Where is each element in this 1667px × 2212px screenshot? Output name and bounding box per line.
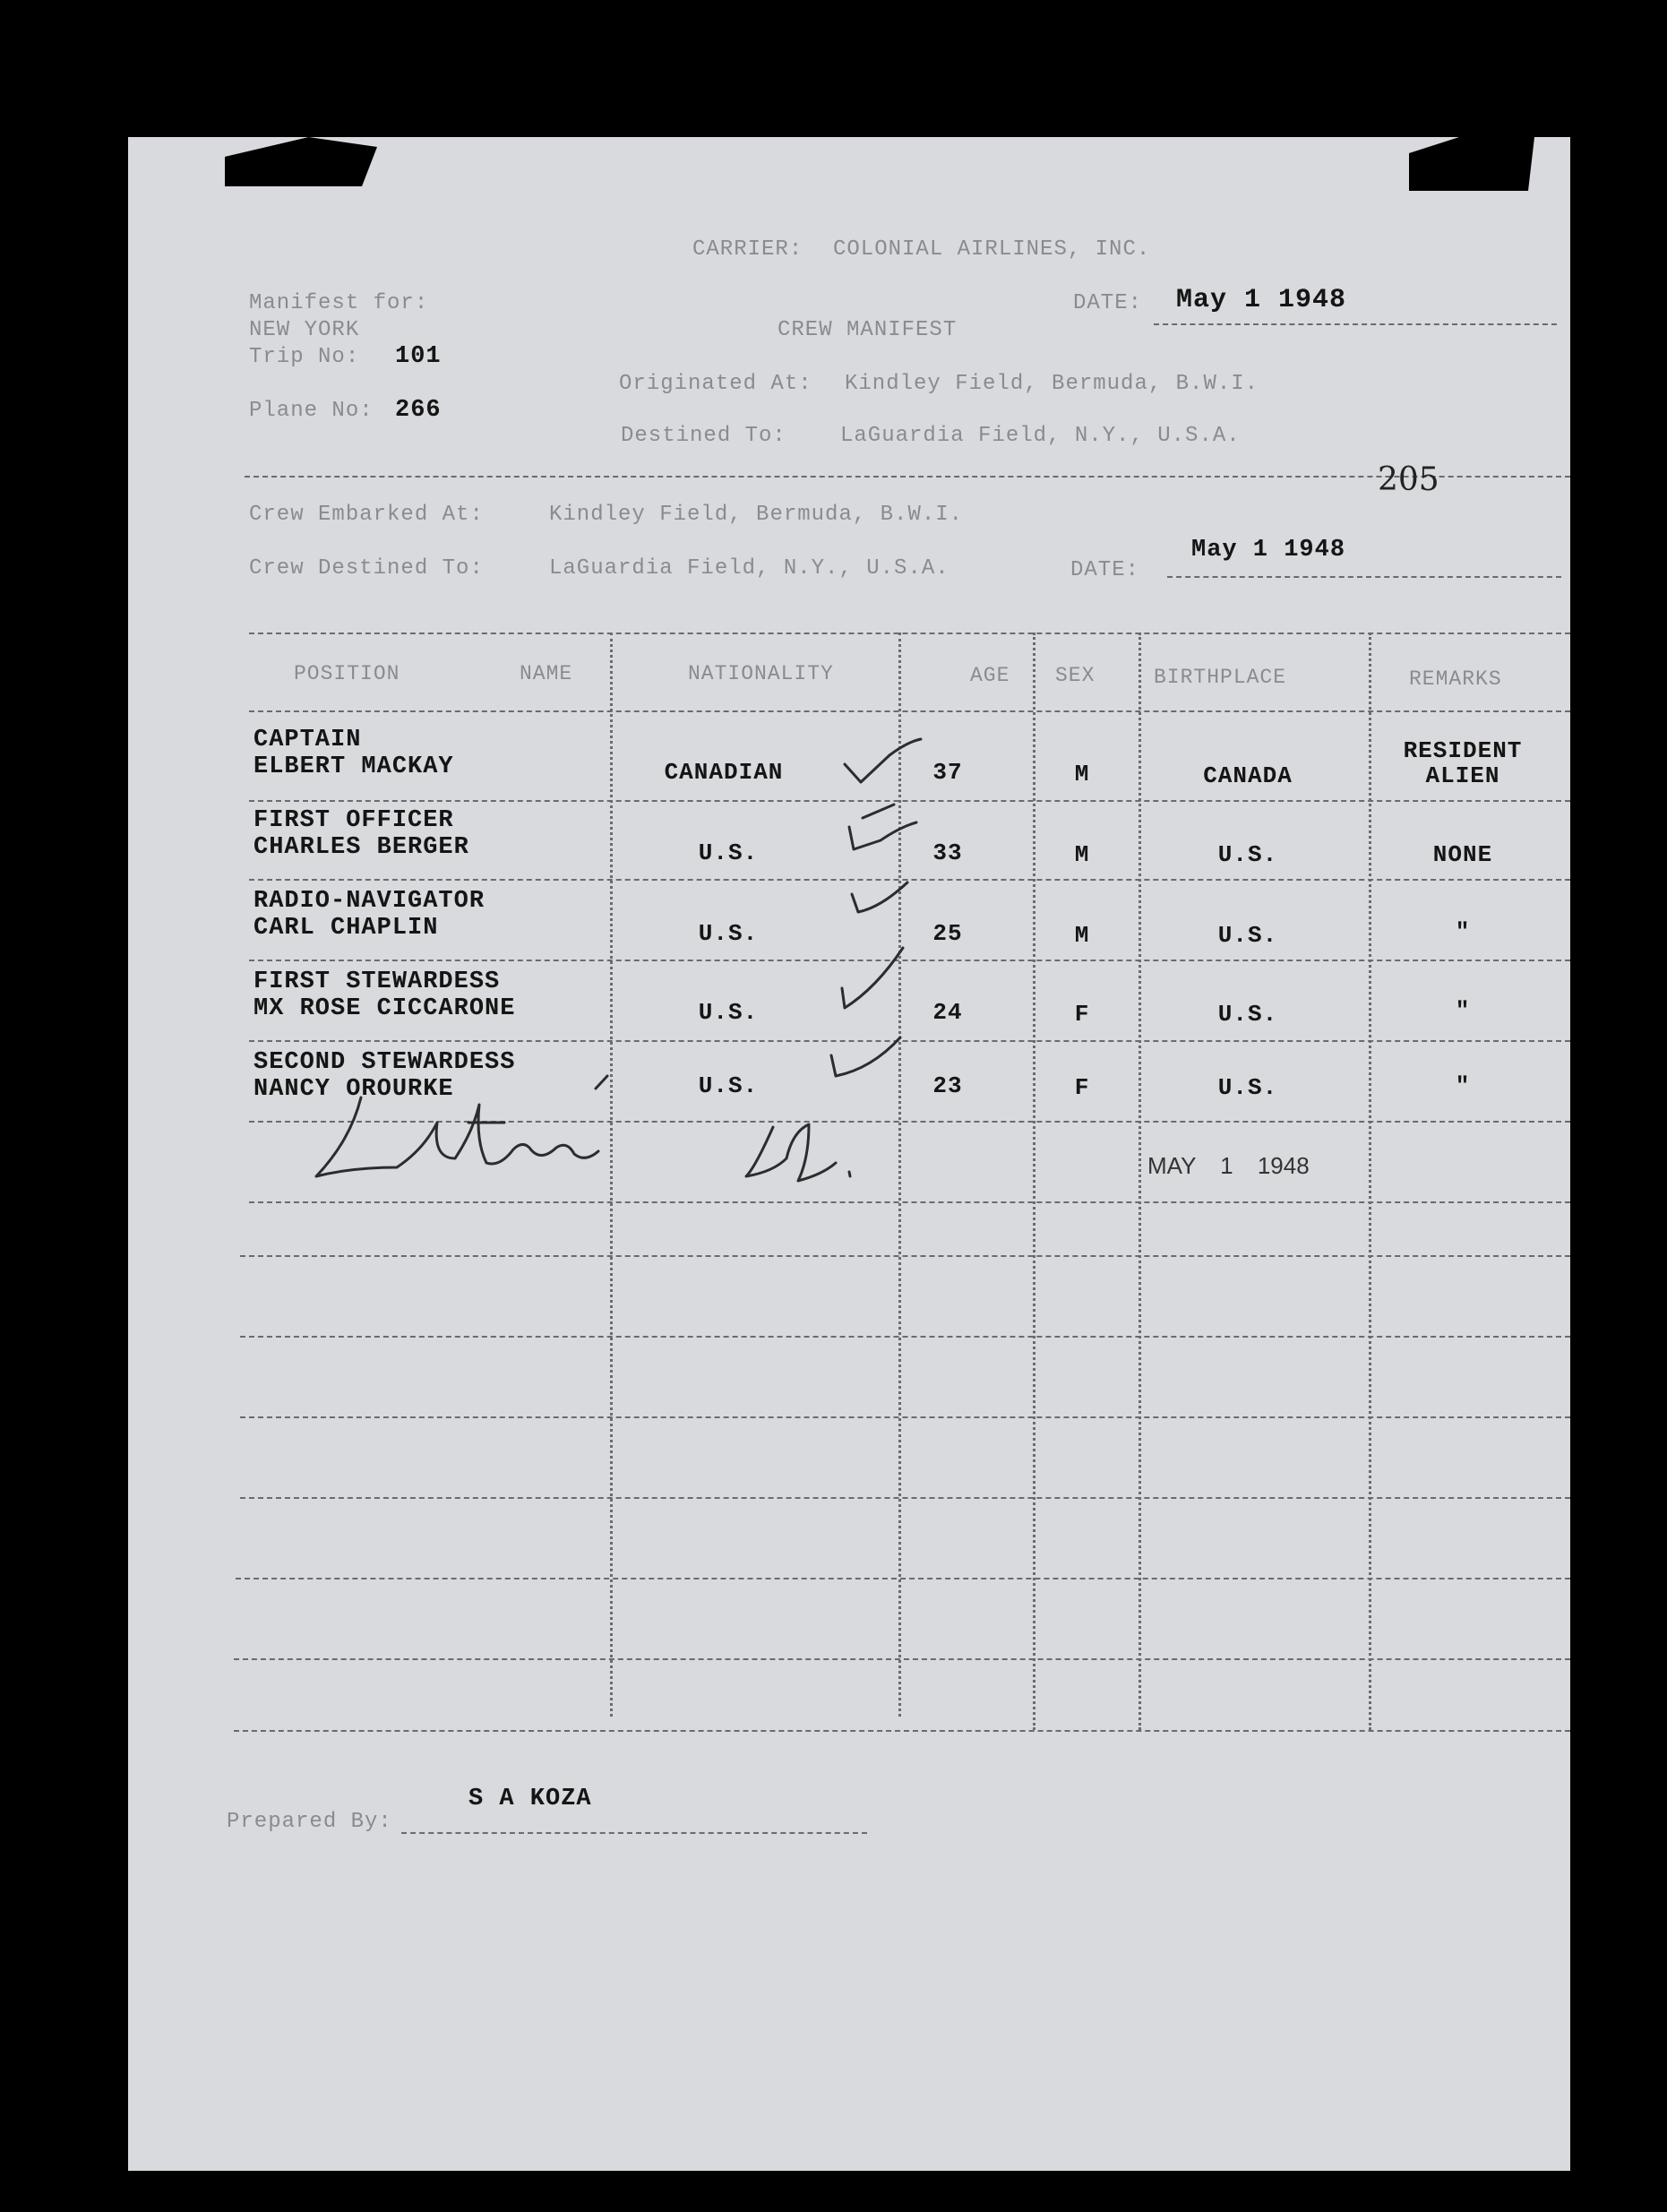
prepared-by-underline xyxy=(401,1832,867,1834)
row2-position: FIRST OFFICER xyxy=(253,807,454,834)
prepared-by-label: Prepared By: xyxy=(227,1810,392,1834)
row3-remarks: " xyxy=(1455,918,1471,945)
row1-age: 37 xyxy=(932,759,963,786)
plane-value: 266 xyxy=(395,397,442,424)
row4-position: FIRST STEWARDESS xyxy=(253,968,501,995)
check-mark-4 xyxy=(842,948,903,1008)
header-nationality: NATIONALITY xyxy=(688,662,834,685)
destined-value: LaGuardia Field, N.Y., U.S.A. xyxy=(840,424,1241,448)
trip-label: Trip No: xyxy=(249,345,360,369)
row1-position: CAPTAIN xyxy=(253,727,362,753)
row1-remarks-2: ALIEN xyxy=(1425,762,1500,789)
check-mark-5 xyxy=(831,1037,900,1076)
row3-sex: M xyxy=(1074,922,1090,949)
originated-value: Kindley Field, Bermuda, B.W.I. xyxy=(845,372,1259,396)
row5-remarks: " xyxy=(1455,1072,1471,1099)
row1-birthplace: CANADA xyxy=(1203,762,1293,789)
crew-embarked-value: Kindley Field, Bermuda, B.W.I. xyxy=(549,503,964,527)
row2-sex: M xyxy=(1074,841,1090,868)
prepared-by-value: S A KOZA xyxy=(468,1786,592,1812)
row4-name: MX ROSE CICCARONE xyxy=(253,995,516,1022)
row4-remarks: " xyxy=(1455,997,1471,1024)
row2-age: 33 xyxy=(932,839,963,866)
manifest-for-value: NEW YORK xyxy=(249,318,360,342)
originated-label: Originated At: xyxy=(619,372,812,396)
handwriting-overlay xyxy=(128,137,1570,2171)
page-number: 205 xyxy=(1378,461,1439,498)
header-age: AGE xyxy=(970,664,1010,687)
row5-sex: F xyxy=(1074,1074,1090,1101)
manifest-for-label: Manifest for: xyxy=(249,291,429,315)
carrier-label: CARRIER: xyxy=(692,237,803,262)
row2-nationality: U.S. xyxy=(698,839,759,866)
row4-age: 24 xyxy=(932,999,963,1026)
trip-value: 101 xyxy=(395,343,442,370)
date-label: DATE: xyxy=(1073,291,1143,315)
row5-birthplace: U.S. xyxy=(1217,1074,1278,1101)
check-mark-2 xyxy=(849,805,916,849)
row4-sex: F xyxy=(1074,1001,1090,1028)
row2-remarks: NONE xyxy=(1432,841,1493,868)
row5-nationality: U.S. xyxy=(698,1072,759,1099)
row2-birthplace: U.S. xyxy=(1217,841,1278,868)
crew-destined-label: Crew Destined To: xyxy=(249,556,484,581)
header-position: POSITION xyxy=(294,662,400,685)
row3-age: 25 xyxy=(932,920,963,947)
row5-position: SECOND STEWARDESS xyxy=(253,1049,516,1076)
crew-embarked-label: Crew Embarked At: xyxy=(249,503,484,527)
date-value: May 1 1948 xyxy=(1176,285,1347,315)
destined-label: Destined To: xyxy=(621,424,786,448)
row1-name: ELBERT MACKAY xyxy=(253,753,454,780)
check-mark-3 xyxy=(852,882,907,912)
header-remarks: REMARKS xyxy=(1409,667,1502,691)
check-mark-1 xyxy=(845,739,921,782)
header-name: NAME xyxy=(520,662,573,685)
row5-name: NANCY OROURKE xyxy=(253,1076,454,1103)
signature xyxy=(316,1097,598,1176)
row2-name: CHARLES BERGER xyxy=(253,834,469,861)
crew-date-label: DATE: xyxy=(1070,558,1140,582)
header-sex: SEX xyxy=(1055,664,1096,687)
row3-nationality: U.S. xyxy=(698,920,759,947)
crew-destined-value: LaGuardia Field, N.Y., U.S.A. xyxy=(549,556,950,581)
manifest-page xyxy=(128,137,1570,2171)
row3-birthplace: U.S. xyxy=(1217,922,1278,949)
manifest-title: CREW MANIFEST xyxy=(778,318,958,342)
row3-position: RADIO-NAVIGATOR xyxy=(253,888,485,915)
row1-remarks-1: RESIDENT xyxy=(1403,737,1523,764)
row1-nationality: CANADIAN xyxy=(664,759,784,786)
date-stamp: MAY 1 1948 xyxy=(1147,1152,1310,1179)
carrier-value: COLONIAL AIRLINES, INC. xyxy=(833,237,1151,262)
row3-name: CARL CHAPLIN xyxy=(253,915,439,942)
row1-sex: M xyxy=(1074,761,1090,788)
plane-label: Plane No: xyxy=(249,399,374,423)
signature-initials xyxy=(746,1124,850,1181)
header-birthplace: BIRTHPLACE xyxy=(1154,666,1287,689)
row4-birthplace: U.S. xyxy=(1217,1001,1278,1028)
tick-row5 xyxy=(596,1076,607,1089)
crew-date-value: May 1 1948 xyxy=(1191,537,1346,564)
row5-age: 23 xyxy=(932,1072,963,1099)
row4-nationality: U.S. xyxy=(698,999,759,1026)
